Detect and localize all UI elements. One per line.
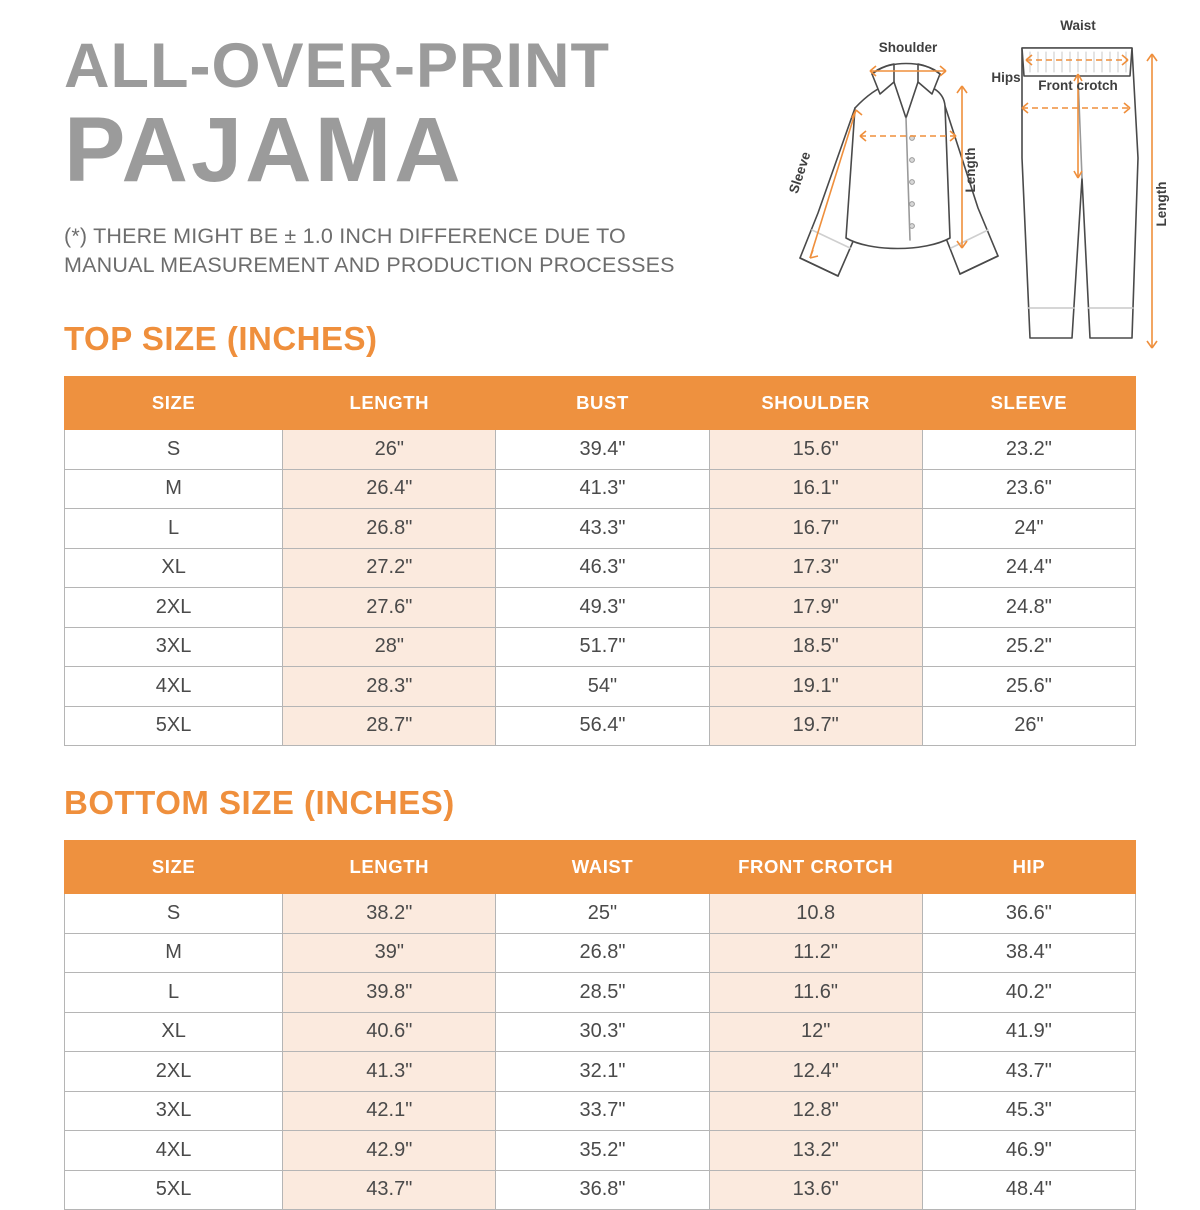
table-header-row bbox=[65, 841, 1136, 894]
cell-size: XL bbox=[65, 1012, 283, 1052]
top-size-table bbox=[64, 376, 1136, 746]
cell-size: M bbox=[65, 933, 283, 973]
page-title-line-2: PAJAMA bbox=[64, 99, 464, 202]
table-row bbox=[65, 667, 1136, 707]
cell-waist: 25" bbox=[496, 894, 709, 934]
cell-length: 26" bbox=[283, 430, 496, 470]
label-shoulder: Shoulder bbox=[878, 40, 938, 55]
cell-sleeve: 25.6" bbox=[922, 667, 1135, 707]
cell-bust: 54" bbox=[496, 667, 709, 707]
cell-hip: 43.7" bbox=[922, 1052, 1135, 1092]
cell-front-crotch: 12.4" bbox=[709, 1052, 922, 1092]
cell-bust: 39.4" bbox=[496, 430, 709, 470]
cell-front-crotch: 11.6" bbox=[709, 973, 922, 1013]
cell-front-crotch: 12.8" bbox=[709, 1091, 922, 1131]
cell-sleeve: 23.2" bbox=[922, 430, 1135, 470]
cell-bust: 46.3" bbox=[496, 548, 709, 588]
cell-waist: 36.8" bbox=[496, 1170, 709, 1210]
cell-size: 3XL bbox=[65, 1091, 283, 1131]
column-header: SIZE bbox=[65, 377, 283, 430]
cell-length: 42.9" bbox=[283, 1131, 496, 1171]
table-row bbox=[65, 627, 1136, 667]
cell-front-crotch: 13.6" bbox=[709, 1170, 922, 1210]
cell-sleeve: 23.6" bbox=[922, 469, 1135, 509]
cell-hip: 46.9" bbox=[922, 1131, 1135, 1171]
cell-size: 4XL bbox=[65, 1131, 283, 1171]
cell-size: 3XL bbox=[65, 627, 283, 667]
cell-length: 39" bbox=[283, 933, 496, 973]
cell-shoulder: 18.5" bbox=[709, 627, 922, 667]
table-row bbox=[65, 548, 1136, 588]
cell-hip: 36.6" bbox=[922, 894, 1135, 934]
top-size-section-title: TOP SIZE (INCHES) bbox=[64, 320, 378, 357]
cell-waist: 33.7" bbox=[496, 1091, 709, 1131]
cell-bust: 43.3" bbox=[496, 509, 709, 549]
cell-length: 28.3" bbox=[283, 667, 496, 707]
table-row bbox=[65, 1091, 1136, 1131]
table-row bbox=[65, 588, 1136, 628]
cell-length: 38.2" bbox=[283, 894, 496, 934]
cell-shoulder: 16.1" bbox=[709, 469, 922, 509]
cell-length: 42.1" bbox=[283, 1091, 496, 1131]
cell-waist: 30.3" bbox=[496, 1012, 709, 1052]
column-header: SHOULDER bbox=[709, 377, 922, 430]
cell-sleeve: 25.2" bbox=[922, 627, 1135, 667]
column-header: BUST bbox=[496, 377, 709, 430]
cell-size: 5XL bbox=[65, 1170, 283, 1210]
cell-front-crotch: 10.8 bbox=[709, 894, 922, 934]
cell-size: L bbox=[65, 509, 283, 549]
cell-shoulder: 19.7" bbox=[709, 706, 922, 746]
table-row bbox=[65, 973, 1136, 1013]
cell-length: 41.3" bbox=[283, 1052, 496, 1092]
cell-size: S bbox=[65, 430, 283, 470]
cell-bust: 49.3" bbox=[496, 588, 709, 628]
table-header-row bbox=[65, 377, 1136, 430]
cell-hip: 48.4" bbox=[922, 1170, 1135, 1210]
cell-size: L bbox=[65, 973, 283, 1013]
column-header: WAIST bbox=[496, 841, 709, 894]
label-sleeve: Sleeve bbox=[785, 149, 814, 196]
table-row bbox=[65, 1170, 1136, 1210]
cell-front-crotch: 12" bbox=[709, 1012, 922, 1052]
cell-waist: 35.2" bbox=[496, 1131, 709, 1171]
table-row bbox=[65, 430, 1136, 470]
cell-shoulder: 15.6" bbox=[709, 430, 922, 470]
label-top-length: Length bbox=[963, 147, 978, 193]
cell-shoulder: 17.9" bbox=[709, 588, 922, 628]
cell-length: 28.7" bbox=[283, 706, 496, 746]
cell-shoulder: 19.1" bbox=[709, 667, 922, 707]
label-hips: Hips bbox=[991, 70, 1021, 85]
cell-bust: 41.3" bbox=[496, 469, 709, 509]
cell-size: 5XL bbox=[65, 706, 283, 746]
label-bottom-length: Length bbox=[1154, 181, 1169, 227]
table-row bbox=[65, 894, 1136, 934]
column-header: HIP bbox=[922, 841, 1135, 894]
cell-hip: 38.4" bbox=[922, 933, 1135, 973]
cell-size: M bbox=[65, 469, 283, 509]
cell-length: 27.2" bbox=[283, 548, 496, 588]
cell-length: 26.4" bbox=[283, 469, 496, 509]
table-row bbox=[65, 469, 1136, 509]
measurement-disclaimer: (*) THERE MIGHT BE ± 1.0 INCH DIFFERENCE DUE TO MANUAL MEASUREMENT AND PRODUCTION PROCESSES bbox=[64, 224, 675, 278]
bottom-size-table bbox=[64, 840, 1136, 1210]
table-row bbox=[65, 706, 1136, 746]
cell-waist: 26.8" bbox=[496, 933, 709, 973]
pajama-measurement-illustration bbox=[760, 8, 1180, 383]
column-header: LENGTH bbox=[283, 377, 496, 430]
cell-size: 2XL bbox=[65, 588, 283, 628]
cell-length: 40.6" bbox=[283, 1012, 496, 1052]
page-header bbox=[0, 0, 1200, 320]
cell-waist: 28.5" bbox=[496, 973, 709, 1013]
label-front-crotch: Front crotch bbox=[1038, 78, 1118, 93]
table-row bbox=[65, 1052, 1136, 1092]
column-header: FRONT CROTCH bbox=[709, 841, 922, 894]
cell-waist: 32.1" bbox=[496, 1052, 709, 1092]
cell-size: 2XL bbox=[65, 1052, 283, 1092]
cell-sleeve: 26" bbox=[922, 706, 1135, 746]
cell-size: S bbox=[65, 894, 283, 934]
cell-sleeve: 24" bbox=[922, 509, 1135, 549]
cell-size: XL bbox=[65, 548, 283, 588]
column-header: LENGTH bbox=[283, 841, 496, 894]
cell-length: 27.6" bbox=[283, 588, 496, 628]
table-row bbox=[65, 1131, 1136, 1171]
cell-bust: 51.7" bbox=[496, 627, 709, 667]
cell-length: 26.8" bbox=[283, 509, 496, 549]
cell-length: 39.8" bbox=[283, 973, 496, 1013]
table-row bbox=[65, 933, 1136, 973]
bottom-size-section-title: BOTTOM SIZE (INCHES) bbox=[64, 784, 455, 821]
table-row bbox=[65, 509, 1136, 549]
cell-bust: 56.4" bbox=[496, 706, 709, 746]
column-header: SLEEVE bbox=[922, 377, 1135, 430]
cell-front-crotch: 11.2" bbox=[709, 933, 922, 973]
cell-hip: 41.9" bbox=[922, 1012, 1135, 1052]
column-header: SIZE bbox=[65, 841, 283, 894]
cell-length: 28" bbox=[283, 627, 496, 667]
cell-sleeve: 24.8" bbox=[922, 588, 1135, 628]
cell-front-crotch: 13.2" bbox=[709, 1131, 922, 1171]
cell-sleeve: 24.4" bbox=[922, 548, 1135, 588]
cell-shoulder: 16.7" bbox=[709, 509, 922, 549]
table-row bbox=[65, 1012, 1136, 1052]
cell-shoulder: 17.3" bbox=[709, 548, 922, 588]
label-waist: Waist bbox=[1060, 18, 1096, 33]
page-title-line-1: ALL-OVER-PRINT bbox=[64, 31, 610, 101]
cell-hip: 45.3" bbox=[922, 1091, 1135, 1131]
cell-size: 4XL bbox=[65, 667, 283, 707]
cell-length: 43.7" bbox=[283, 1170, 496, 1210]
cell-hip: 40.2" bbox=[922, 973, 1135, 1013]
